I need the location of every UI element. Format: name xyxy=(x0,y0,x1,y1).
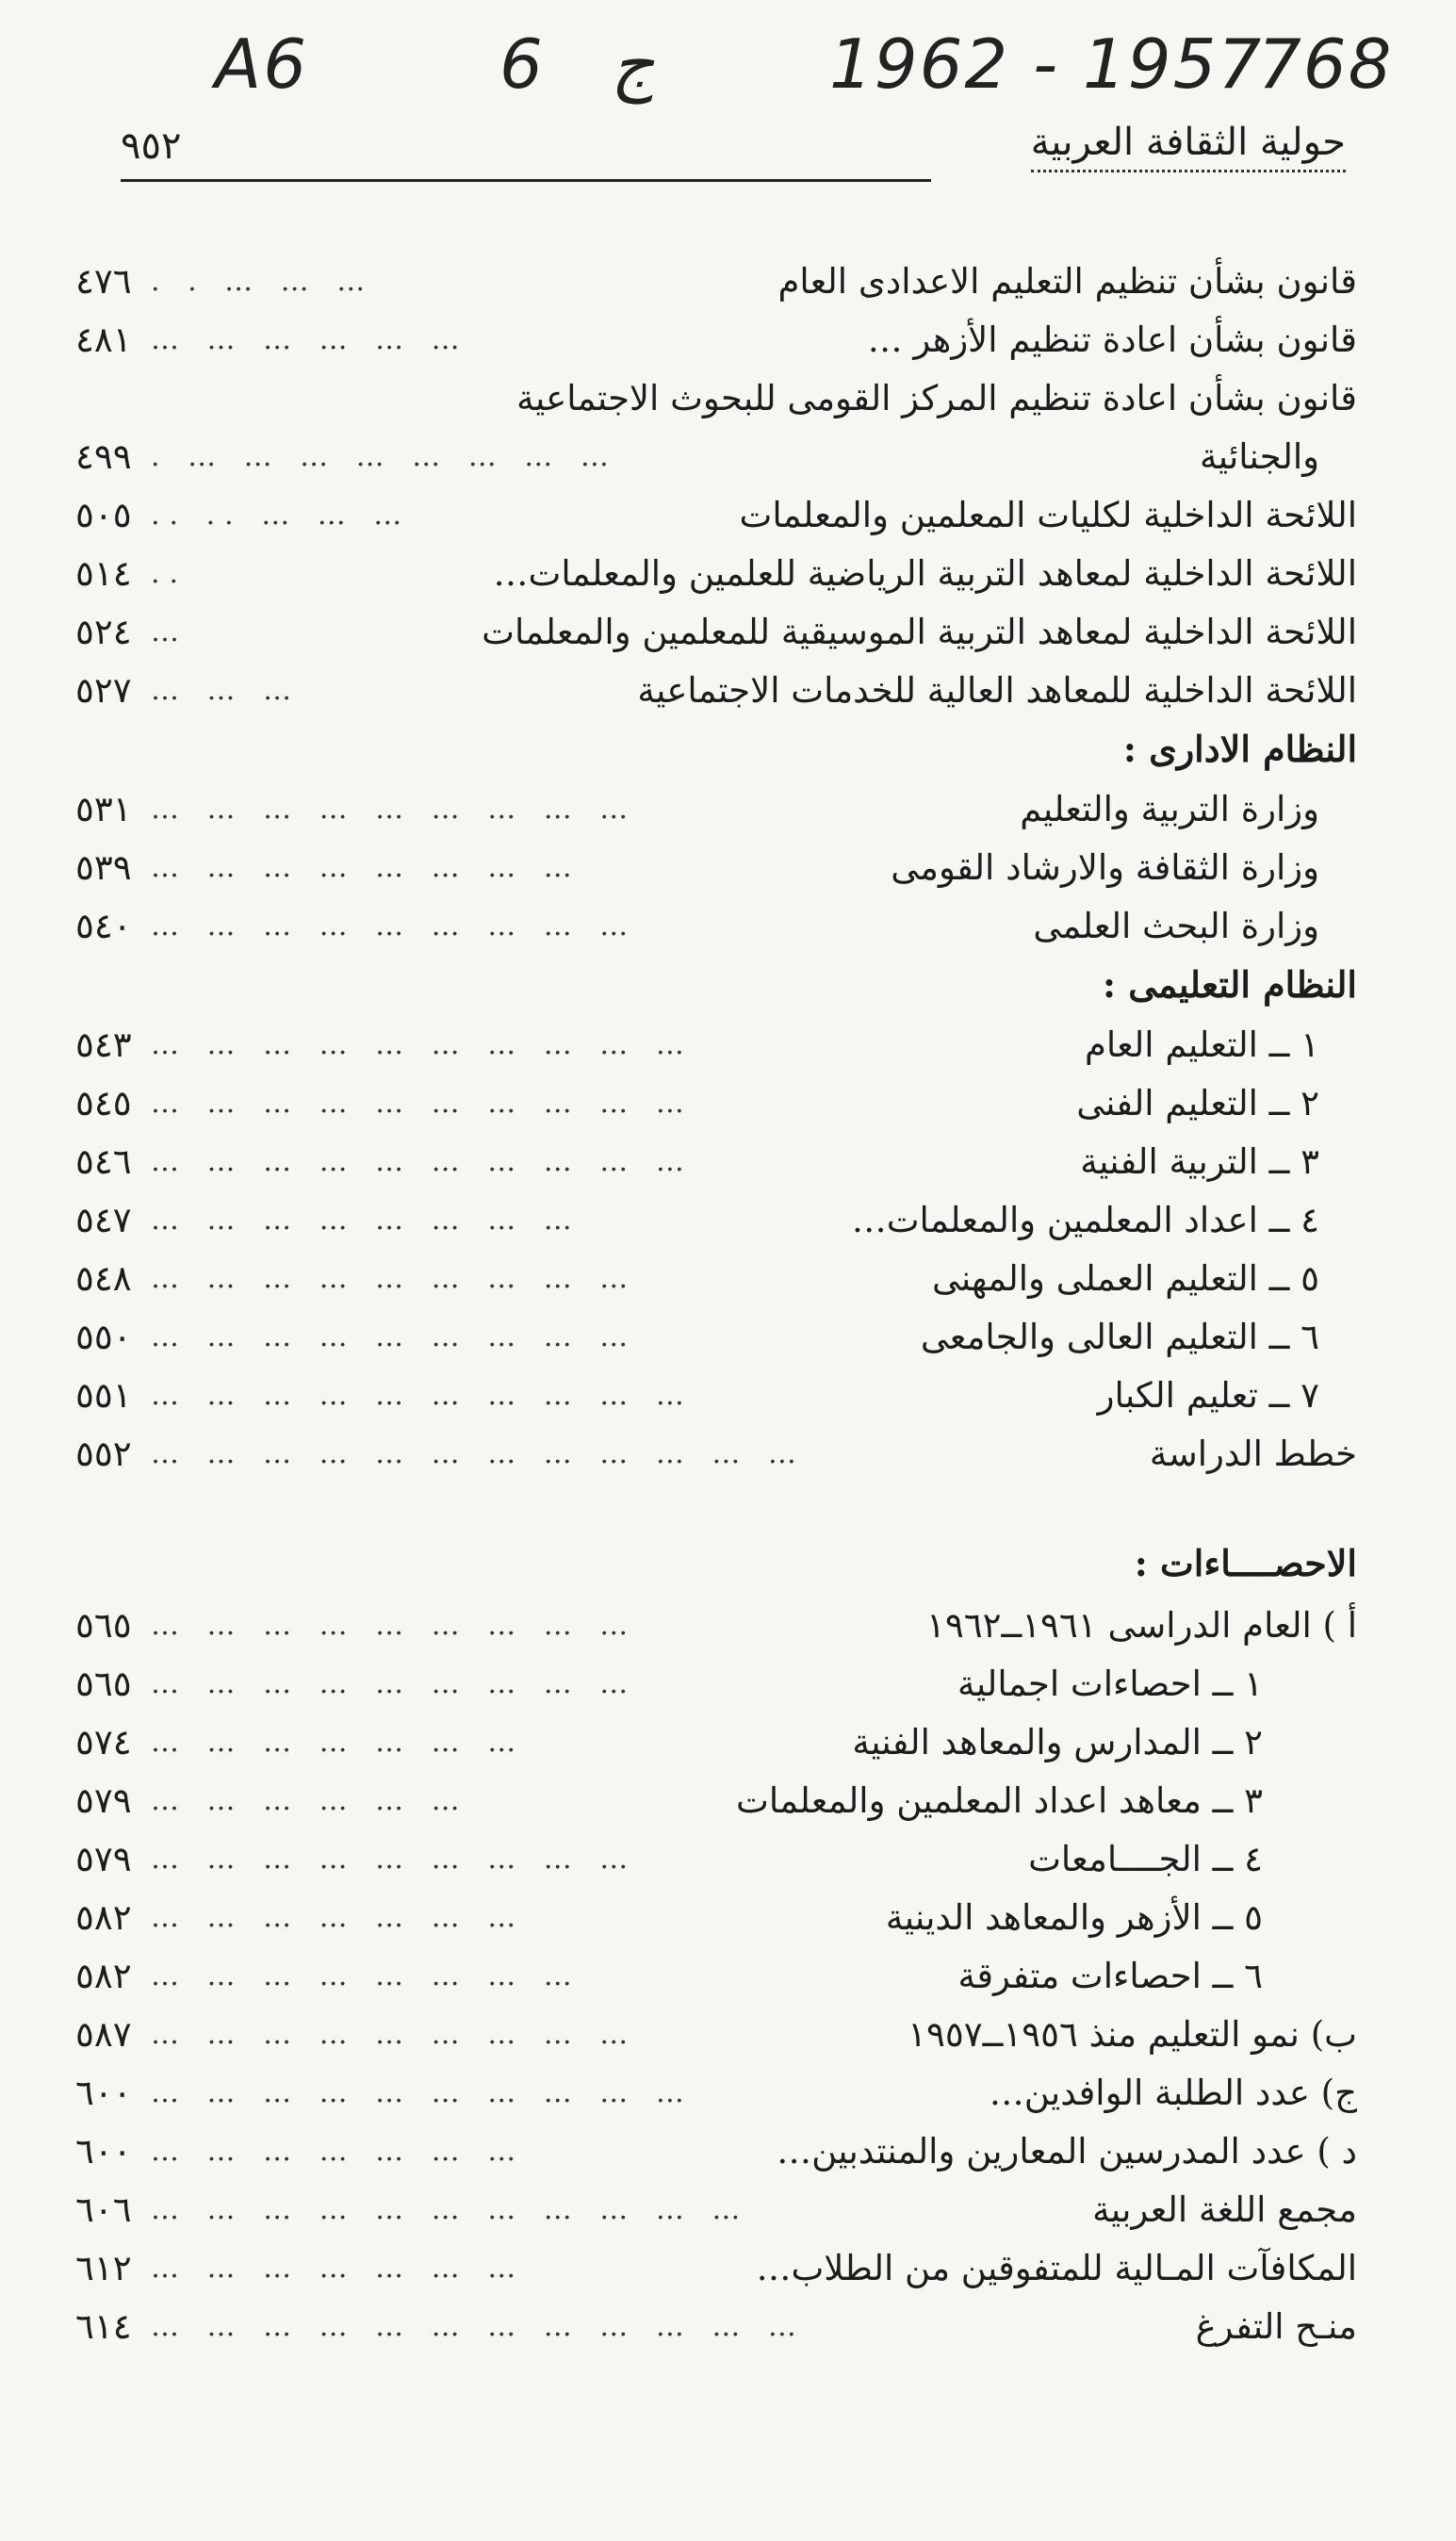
entry-title: ٥ ــ الأزهر والمعاهد الدينية xyxy=(885,1897,1263,1938)
entry-title: ج) عدد الطلبة الوافدين… xyxy=(989,2073,1357,2113)
running-header xyxy=(121,121,1346,196)
leader-dots: … … … … … … … … … xyxy=(151,2018,638,2051)
toc-entry xyxy=(75,1074,1357,1133)
toc-entry xyxy=(75,2239,1357,2298)
entry-title: ٢ ــ التعليم الفنى xyxy=(1076,1083,1319,1123)
leader-dots: … … … … … … … … … xyxy=(151,793,638,826)
entry-title: ٦ ــ احصاءات متفرقة xyxy=(957,1956,1263,1996)
leader-dots: … … … … … … … … … … xyxy=(151,1145,694,1178)
entry-title: ٢ ــ المدارس والمعاهد الفنية xyxy=(852,1722,1263,1762)
toc-entry xyxy=(75,486,1357,545)
toc-entry xyxy=(75,2123,1357,2181)
entry-title: والجنائية xyxy=(1199,436,1319,477)
leader-dots: … … … … … … … … … … xyxy=(151,2076,694,2109)
toc-entry xyxy=(75,253,1357,311)
annotation-number: 768 xyxy=(1258,25,1394,104)
entry-page: ٥٨٧ xyxy=(75,2014,132,2055)
leader-dots: … … … … … … … … … … … … xyxy=(151,2310,806,2343)
leader-dots: … … … … … … xyxy=(151,323,469,356)
entry-title: ٣ ــ التربية الفنية xyxy=(1080,1141,1319,1182)
entry-title: المكافآت المـالية للمتفوقين من الطلاب… xyxy=(756,2248,1357,2288)
leader-dots: … xyxy=(151,615,188,648)
entry-title: اللائحة الداخلية لمعاهد التربية الموسيقية للمعلمين والمعلمات xyxy=(482,612,1357,652)
entry-page: ٥٤٨ xyxy=(75,1258,132,1299)
entry-page: ٥١٤ xyxy=(75,553,132,594)
entry-page: ٥٤٦ xyxy=(75,1141,132,1182)
toc-entry xyxy=(75,2298,1357,2356)
entry-page: ٥٥٠ xyxy=(75,1317,132,1357)
section-spacer xyxy=(75,1484,1357,1534)
toc-entry xyxy=(75,2006,1357,2064)
entry-title: مجمع اللغة العربية xyxy=(1092,2189,1357,2230)
entry-title: ب) نمو التعليم منذ ١٩٥٦ــ١٩٥٧ xyxy=(908,2014,1357,2055)
leader-dots: … … … … … … … xyxy=(151,2252,526,2285)
toc-entry xyxy=(75,1889,1357,1947)
toc-entry xyxy=(75,2181,1357,2239)
toc-entry xyxy=(75,1191,1357,1250)
leader-dots: … … … … … … … xyxy=(151,2135,526,2168)
leader-dots: … … … … … … … … … … … xyxy=(151,2193,750,2226)
entry-page: ٥٢٧ xyxy=(75,670,132,711)
journal-title: حولية الثقافة العربية xyxy=(1031,121,1346,172)
toc-entry xyxy=(75,662,1357,720)
entry-title: ٤ ــ الجــــامعات xyxy=(1028,1839,1263,1879)
toc-entry xyxy=(75,545,1357,603)
entry-page: ٥٦٥ xyxy=(75,1605,132,1646)
leader-dots: … … … . . xyxy=(151,265,375,298)
entry-page: ٥٧٩ xyxy=(75,1839,132,1879)
entry-page: ٥٨٢ xyxy=(75,1956,132,1996)
entry-title: ١ ــ احصاءات اجمالية xyxy=(957,1664,1263,1704)
entry-title: وزارة الثقافة والارشاد القومى xyxy=(891,847,1319,888)
entry-page: ٥٨٢ xyxy=(75,1897,132,1938)
toc-entry xyxy=(75,1425,1357,1484)
leader-dots: … … … … … … … … … xyxy=(151,910,638,943)
leader-dots: … … … … … … … … … xyxy=(151,1667,638,1700)
entry-page: ٥٦٥ xyxy=(75,1664,132,1704)
leader-dots: … … … … … … … … xyxy=(151,1959,581,1992)
annotation-abbrev: ج xyxy=(611,25,655,104)
leader-dots: … … … … … … … … … xyxy=(151,1609,638,1642)
toc-entry xyxy=(75,839,1357,897)
toc-entry xyxy=(75,1133,1357,1191)
toc-entry xyxy=(75,603,1357,662)
entry-page: ٦١٤ xyxy=(75,2306,132,2347)
entry-page: ٥٥١ xyxy=(75,1375,132,1416)
leader-dots: … … … … … … … … … … … … xyxy=(151,1437,806,1470)
entry-title: ٤ ــ اعداد المعلمين والمعلمات… xyxy=(851,1200,1319,1240)
entry-page: ٤٨١ xyxy=(75,320,132,360)
entry-title: أ ) العام الدراسى ١٩٦١ــ١٩٦٢ xyxy=(926,1605,1357,1646)
entry-title: د ) عدد المدرسين المعارين والمنتدبين… xyxy=(777,2131,1357,2172)
leader-dots: … … … … … … … … … xyxy=(151,1843,638,1876)
entry-title: ٥ ــ التعليم العملى والمهنى xyxy=(932,1258,1319,1299)
leader-dots: … … … … … … … … xyxy=(151,1204,581,1237)
toc-entry xyxy=(75,1772,1357,1830)
entry-title: ٣ ــ معاهد اعداد المعلمين والمعلمات xyxy=(736,1780,1263,1821)
leader-dots: … … … … … … … … … xyxy=(151,1262,638,1295)
entry-title: ٦ ــ التعليم العالى والجامعى xyxy=(920,1317,1319,1357)
leader-dots: … … … … … … … xyxy=(151,1901,526,1934)
toc-entry xyxy=(75,780,1357,839)
section-heading-admin xyxy=(75,720,1357,780)
leader-dots: … … … .. .. xyxy=(151,499,412,532)
entry-page: ٦٠٦ xyxy=(75,2189,132,2230)
leader-dots: .. xyxy=(151,557,188,590)
entry-title: قانون بشأن تنظيم التعليم الاعدادى العام xyxy=(777,261,1357,302)
toc-entry xyxy=(75,1308,1357,1367)
entry-page: ٥٧٤ xyxy=(75,1722,132,1762)
table-of-contents xyxy=(75,253,1357,2356)
toc-entry xyxy=(75,428,1357,486)
leader-dots: … … … … … … … … … … xyxy=(151,1087,694,1120)
leader-dots: … … … … … … xyxy=(151,1784,469,1817)
leader-dots: … … … … … … … … . xyxy=(151,440,618,473)
leader-dots: … … … … … … … … … … xyxy=(151,1379,694,1412)
toc-entry xyxy=(75,1597,1357,1655)
section-heading: الاحصــــاءات : xyxy=(1134,1542,1357,1584)
entry-page: ٥٣٩ xyxy=(75,847,132,888)
toc-entry xyxy=(75,1830,1357,1889)
section-heading-education xyxy=(75,956,1357,1016)
toc-entry xyxy=(75,1713,1357,1772)
entry-title: اللائحة الداخلية لكليات المعلمين والمعلمات xyxy=(739,495,1357,535)
entry-page: ٥٠٥ xyxy=(75,495,132,535)
section-heading-statistics xyxy=(75,1534,1357,1597)
annotation-years: 1962 - 1957 xyxy=(829,25,1264,104)
entry-title: قانون بشأن اعادة تنظيم المركز القومى للبحوث الاجتماعية xyxy=(516,378,1357,418)
entry-page: ٥٧٩ xyxy=(75,1780,132,1821)
leader-dots: … … … … … … … … … … xyxy=(151,1028,694,1061)
entry-page: ٤٩٩ xyxy=(75,436,132,477)
entry-page: ٥٤٧ xyxy=(75,1200,132,1240)
toc-entry xyxy=(75,369,1357,428)
entry-title: اللائحة الداخلية للمعاهد العالية للخدمات الاجتماعية xyxy=(637,670,1357,711)
toc-entry xyxy=(75,311,1357,369)
annotation-code: A6 xyxy=(215,25,309,104)
entry-page: ٥٤٠ xyxy=(75,906,132,946)
leader-dots: … … … … … … … xyxy=(151,1726,526,1759)
toc-entry xyxy=(75,1016,1357,1074)
handwritten-annotation xyxy=(0,17,1456,130)
entry-title: اللائحة الداخلية لمعاهد التربية الرياضية للعلمين والمعلمات… xyxy=(493,553,1357,594)
toc-entry xyxy=(75,2064,1357,2123)
leader-dots: … … … … … … … … xyxy=(151,851,581,884)
entry-page: ٥٥٢ xyxy=(75,1434,132,1474)
entry-title: وزارة البحث العلمى xyxy=(1033,906,1319,946)
entry-page: ٥٢٤ xyxy=(75,612,132,652)
section-heading: النظام التعليمى : xyxy=(1103,963,1357,1006)
toc-entry xyxy=(75,1250,1357,1308)
entry-title: خطط الدراسة xyxy=(1149,1434,1357,1474)
entry-page: ٦٠٠ xyxy=(75,2073,132,2113)
entry-title: وزارة التربية والتعليم xyxy=(1020,789,1319,829)
entry-title: ٧ ــ تعليم الكبار xyxy=(1097,1375,1319,1416)
annotation-volume: 6 xyxy=(499,25,545,104)
leader-dots: … … … xyxy=(151,674,302,707)
entry-page: ٦١٢ xyxy=(75,2248,132,2288)
entry-page: ٥٣١ xyxy=(75,789,132,829)
toc-entry xyxy=(75,1947,1357,2006)
header-rule xyxy=(121,179,931,182)
entry-page: ٥٤٣ xyxy=(75,1025,132,1065)
entry-title: ١ ــ التعليم العام xyxy=(1084,1025,1319,1065)
entry-title: قانون بشأن اعادة تنظيم الأزهر … xyxy=(867,320,1357,360)
toc-entry xyxy=(75,1367,1357,1425)
entry-page: ٦٠٠ xyxy=(75,2131,132,2172)
toc-entry xyxy=(75,1655,1357,1713)
page-number: ٩٥٢ xyxy=(121,124,182,168)
leader-dots: … … … … … … … … … xyxy=(151,1320,638,1353)
entry-page: ٥٤٥ xyxy=(75,1083,132,1123)
entry-page: ٤٧٦ xyxy=(75,261,132,302)
section-heading: النظام الادارى : xyxy=(1122,728,1357,770)
toc-entry xyxy=(75,897,1357,956)
entry-title: منـح التفرغ xyxy=(1195,2306,1357,2347)
